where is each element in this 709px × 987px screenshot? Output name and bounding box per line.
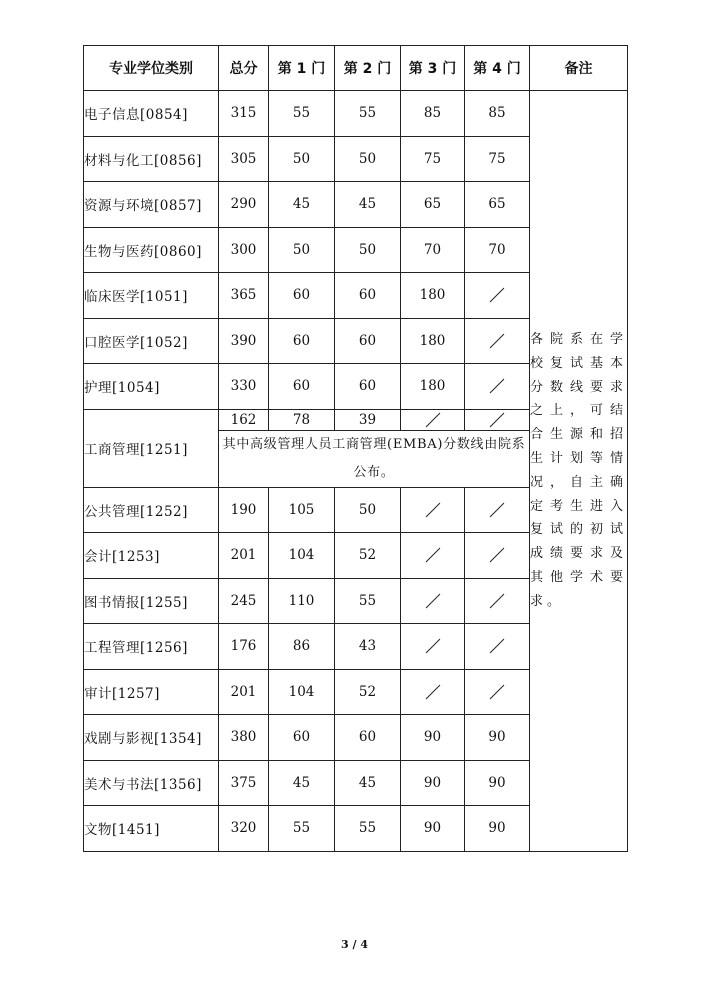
remark-cell: 各院系在学校复试基本分数线要求之上，可结合生源和招生计划等情况，自主确定考生进入复试的初试成绩要求及其他学术要求。 bbox=[530, 91, 628, 852]
total-score-cell: 162 bbox=[219, 409, 269, 430]
category-cell: 公共管理[1252] bbox=[84, 487, 219, 533]
subject-1-cell: 78 bbox=[269, 409, 335, 430]
subject-2-cell: 52 bbox=[335, 533, 401, 579]
slash-icon bbox=[487, 285, 507, 305]
score-table bbox=[83, 45, 628, 852]
total-score-cell: 320 bbox=[219, 806, 269, 852]
subject-3-cell-na bbox=[401, 624, 465, 670]
subject-4-cell-na bbox=[465, 578, 530, 624]
category-cell: 审计[1257] bbox=[84, 669, 219, 715]
total-score-cell: 330 bbox=[219, 364, 269, 410]
slash-icon bbox=[487, 331, 507, 351]
total-score-cell: 390 bbox=[219, 318, 269, 364]
category-cell: 资源与环境[0857] bbox=[84, 182, 219, 228]
subject-3-cell: 75 bbox=[401, 136, 465, 182]
subject-4-cell-na bbox=[465, 624, 530, 670]
header-subject-2: 第 2 门 bbox=[335, 46, 401, 91]
subject-2-cell: 52 bbox=[335, 669, 401, 715]
slash-icon bbox=[423, 682, 443, 702]
subject-4-cell: 90 bbox=[465, 806, 530, 852]
subject-2-cell: 60 bbox=[335, 318, 401, 364]
subject-2-cell: 50 bbox=[335, 227, 401, 273]
category-cell: 工程管理[1256] bbox=[84, 624, 219, 670]
subject-4-cell-na bbox=[465, 273, 530, 319]
subject-1-cell: 60 bbox=[269, 273, 335, 319]
emba-note: 其中高级管理人员工商管理(EMBA)分数线由院系公布。 bbox=[219, 430, 530, 487]
total-score-cell: 375 bbox=[219, 760, 269, 806]
subject-1-cell: 50 bbox=[269, 227, 335, 273]
total-score-cell: 201 bbox=[219, 669, 269, 715]
subject-4-cell: 90 bbox=[465, 715, 530, 761]
subject-3-cell: 90 bbox=[401, 806, 465, 852]
subject-3-cell: 70 bbox=[401, 227, 465, 273]
subject-4-cell-na bbox=[465, 409, 530, 430]
total-score-cell: 315 bbox=[219, 91, 269, 137]
subject-1-cell: 45 bbox=[269, 760, 335, 806]
subject-2-cell: 50 bbox=[335, 487, 401, 533]
slash-icon bbox=[423, 410, 443, 430]
category-cell: 会计[1253] bbox=[84, 533, 219, 579]
subject-1-cell: 60 bbox=[269, 364, 335, 410]
subject-3-cell-na bbox=[401, 409, 465, 430]
subject-3-cell: 90 bbox=[401, 760, 465, 806]
total-score-cell: 290 bbox=[219, 182, 269, 228]
total-score-cell: 380 bbox=[219, 715, 269, 761]
subject-3-cell-na bbox=[401, 533, 465, 579]
total-score-cell: 245 bbox=[219, 578, 269, 624]
subject-2-cell: 45 bbox=[335, 760, 401, 806]
subject-2-cell: 60 bbox=[335, 364, 401, 410]
subject-2-cell: 39 bbox=[335, 409, 401, 430]
subject-1-cell: 60 bbox=[269, 318, 335, 364]
header-remark: 备注 bbox=[530, 46, 628, 91]
subject-1-cell: 105 bbox=[269, 487, 335, 533]
subject-4-cell-na bbox=[465, 364, 530, 410]
total-score-cell: 365 bbox=[219, 273, 269, 319]
subject-1-cell: 50 bbox=[269, 136, 335, 182]
slash-icon bbox=[423, 545, 443, 565]
subject-4-cell: 65 bbox=[465, 182, 530, 228]
subject-2-cell: 43 bbox=[335, 624, 401, 670]
slash-icon bbox=[487, 682, 507, 702]
subject-3-cell: 180 bbox=[401, 364, 465, 410]
subject-3-cell-na bbox=[401, 487, 465, 533]
subject-3-cell-na bbox=[401, 578, 465, 624]
subject-1-cell: 55 bbox=[269, 91, 335, 137]
category-cell: 生物与医药[0860] bbox=[84, 227, 219, 273]
total-score-cell: 300 bbox=[219, 227, 269, 273]
subject-1-cell: 86 bbox=[269, 624, 335, 670]
header-row bbox=[84, 46, 628, 91]
slash-icon bbox=[487, 545, 507, 565]
slash-icon bbox=[487, 410, 507, 430]
subject-3-cell: 65 bbox=[401, 182, 465, 228]
category-cell: 口腔医学[1052] bbox=[84, 318, 219, 364]
header-subject-4: 第 4 门 bbox=[465, 46, 530, 91]
slash-icon bbox=[487, 376, 507, 396]
subject-2-cell: 45 bbox=[335, 182, 401, 228]
subject-2-cell: 55 bbox=[335, 91, 401, 137]
category-cell: 材料与化工[0856] bbox=[84, 136, 219, 182]
category-cell: 护理[1054] bbox=[84, 364, 219, 410]
subject-1-cell: 55 bbox=[269, 806, 335, 852]
category-cell: 文物[1451] bbox=[84, 806, 219, 852]
category-cell: 工商管理[1251] bbox=[84, 409, 219, 487]
category-cell: 图书情报[1255] bbox=[84, 578, 219, 624]
total-score-cell: 201 bbox=[219, 533, 269, 579]
category-cell: 临床医学[1051] bbox=[84, 273, 219, 319]
category-cell: 戏剧与影视[1354] bbox=[84, 715, 219, 761]
subject-2-cell: 60 bbox=[335, 273, 401, 319]
total-score-cell: 176 bbox=[219, 624, 269, 670]
subject-1-cell: 45 bbox=[269, 182, 335, 228]
header-category: 专业学位类别 bbox=[84, 46, 219, 91]
slash-icon bbox=[487, 500, 507, 520]
slash-icon bbox=[487, 591, 507, 611]
category-cell: 电子信息[0854] bbox=[84, 91, 219, 137]
page-indicator: 3 / 4 bbox=[341, 938, 368, 951]
subject-4-cell-na bbox=[465, 533, 530, 579]
subject-1-cell: 104 bbox=[269, 669, 335, 715]
subject-3-cell: 85 bbox=[401, 91, 465, 137]
subject-4-cell-na bbox=[465, 318, 530, 364]
subject-3-cell-na bbox=[401, 669, 465, 715]
subject-3-cell: 90 bbox=[401, 715, 465, 761]
subject-3-cell: 180 bbox=[401, 273, 465, 319]
total-score-cell: 305 bbox=[219, 136, 269, 182]
header-subject-3: 第 3 门 bbox=[401, 46, 465, 91]
total-score-cell: 190 bbox=[219, 487, 269, 533]
subject-4-cell: 85 bbox=[465, 91, 530, 137]
header-subject-1: 第 1 门 bbox=[269, 46, 335, 91]
category-cell: 美术与书法[1356] bbox=[84, 760, 219, 806]
slash-icon bbox=[423, 500, 443, 520]
subject-1-cell: 110 bbox=[269, 578, 335, 624]
slash-icon bbox=[423, 591, 443, 611]
subject-2-cell: 60 bbox=[335, 715, 401, 761]
subject-2-cell: 55 bbox=[335, 578, 401, 624]
subject-1-cell: 60 bbox=[269, 715, 335, 761]
subject-4-cell: 70 bbox=[465, 227, 530, 273]
subject-4-cell: 75 bbox=[465, 136, 530, 182]
subject-2-cell: 55 bbox=[335, 806, 401, 852]
subject-4-cell-na bbox=[465, 487, 530, 533]
subject-4-cell: 90 bbox=[465, 760, 530, 806]
slash-icon bbox=[487, 636, 507, 656]
header-total: 总分 bbox=[219, 46, 269, 91]
subject-4-cell-na bbox=[465, 669, 530, 715]
subject-1-cell: 104 bbox=[269, 533, 335, 579]
table-row bbox=[84, 91, 628, 137]
slash-icon bbox=[423, 636, 443, 656]
subject-3-cell: 180 bbox=[401, 318, 465, 364]
subject-2-cell: 50 bbox=[335, 136, 401, 182]
